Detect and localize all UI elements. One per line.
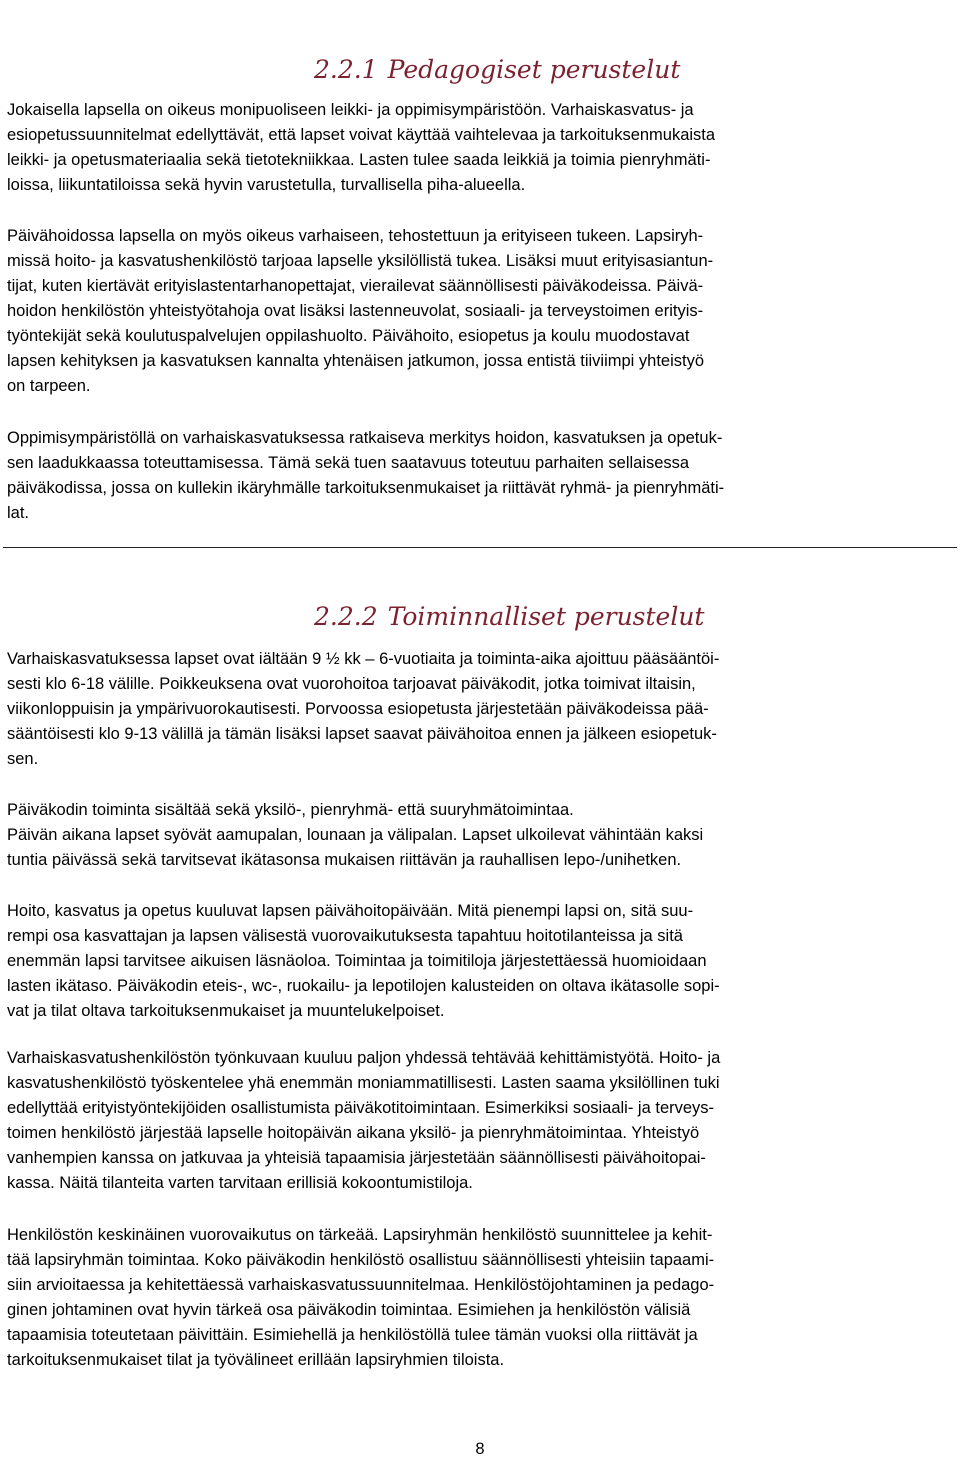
section-heading-pedagogiset bbox=[314, 55, 680, 85]
paragraph: Jokaisella lapsella on oikeus monipuoliseen leikki- ja oppimisympäristöön. Varhaiskasvatus- ja esiopetussuunnitelmat edellyttävät, että lapset voivat käyttää vaihtelevaa ja tarkoituksenmukaista leikki- ja opetusmateriaalia sekä tietotekniikkaa. Lasten tulee saada leikkiä ja toimia pienryhmäti- loissa, liikuntatiloissa sekä hyvin varustetulla, turvallisella piha-alueella. bbox=[7, 101, 716, 194]
paragraph: Varhaiskasvatushenkilöstön työnkuvaan kuuluu paljon yhdessä tehtävää kehittämistyötä. Hoito- ja kasvatushenkilöstö työskentelee yhä enemmän moniammatillisesti. Lasten saama yksilöllinen tuki edellyttää erityistyöntekijöiden osallistumista päiväkotitoimintaan. Esimerkiksi sosiaali- ja terveys- toimen henkilöstö järjestää lapselle hoitopäivän aikana yksilö- ja pienryhmätoimintaa. Yhteistyö vanhempien kanssa on jatkuvaa ja yhteisiä tapaamisia järjestetään säännöllisesti päivähoitopai- kassa. Näitä tilanteita varten tarvitaan erillisiä kokoontumistiloja. bbox=[7, 1049, 721, 1192]
paragraph: Varhaiskasvatuksessa lapset ovat iältään 9 ½ kk – 6-vuotiaita ja toiminta-aika ajoittuu pääsääntöi- sesti klo 6-18 välille. Poikkeuksena ovat vuorohoitoa tarjoavat päiväkodit, jotka toimivat iltaisin, viikonloppuisin ja ympärivuorokautisesti. Porvoossa esiopetusta järjestetään päiväkodeissa pää- sääntöisesti klo 9-13 välillä ja tämän lisäksi lapset saavat päivähoitoa ennen ja jälkeen esiopetuk- sen. bbox=[7, 650, 720, 768]
paragraph: Henkilöstön keskinäinen vuorovaikutus on tärkeää. Lapsiryhmän henkilöstö suunnittelee ja kehit- tää lapsiryhmän toimintaa. Koko päiväkodin henkilöstö osallistuu säännöllisesti yhteisiin tapaami- siin arvioitaessa ja kehitettäessä varhaiskasvatussuunnitelmaa. Henkilöstöjohtaminen ja pedago- ginen johtaminen ovat hyvin tärkeä osa päiväkodin toimintaa. Esimiehen ja henkilöstön välisiä tapaamisia toteutetaan päivittäin. Esimiehellä ja henkilöstöllä tulee tämän vuoksi olla riittävät ja tarkoituksenmukaiset tilat ja työvälineet erillään lapsiryhmien tiloista. bbox=[7, 1226, 715, 1369]
page-number: 8 bbox=[475, 1440, 485, 1458]
section-number: 2.2.1 bbox=[314, 55, 378, 84]
paragraph: Oppimisympäristöllä on varhaiskasvatuksessa ratkaiseva merkitys hoidon, kasvatuksen ja opetuk- sen laadukkaassa toteuttamisessa. Tämä sekä tuen saatavuus toteutuu parhaiten sellaisessa päiväkodissa, jossa on kullekin ikäryhmälle tarkoituksenmukaiset ja riittävät ryhmä- ja pienryhmäti- lat. bbox=[7, 429, 725, 522]
paragraph: Hoito, kasvatus ja opetus kuuluvat lapsen päivähoitopäivään. Mitä pienempi lapsi on, sitä suu- rempi osa kasvattajan ja lapsen välisestä vuorovaikutuksesta tapahtuu hoitotilanteissa ja sitä enemmän lapsi tarvitsee aikuisen läsnäoloa. Toimintaa ja toimitiloja järjestettäessä huomioidaan lasten ikätaso. Päiväkodin eteis-, wc-, ruokailu- ja lepotilojen kalusteiden on oltava ikätasolle sopi- vat ja tilat oltava tarkoituksenmukaiset ja muuntelukelpoiset. bbox=[7, 902, 720, 1020]
paragraph: Päiväkodin toiminta sisältää sekä yksilö-, pienryhmä- että suuryhmätoimintaa. Päivän aikana lapset syövät aamupalan, lounaan ja välipalan. Lapset ulkoilevat vähintään kaksi tuntia päivässä sekä tarvitsevat ikätasonsa mukaisen riittävän ja rauhallisen lepo-/unihetken. bbox=[7, 801, 704, 869]
section-number: 2.2.2 bbox=[314, 602, 378, 631]
paragraph: Päivähoidossa lapsella on myös oikeus varhaiseen, tehostettuun ja erityiseen tukeen. Lapsiryh- missä hoito- ja kasvatushenkilöstö tarjoaa lapselle yksilöllistä tukea. Lisäksi muut erityisasiantun- tijat, kuten kiertävät erityislastentarhanopettajat, vierailevat säännöllisesti päiväkodeissa. Päivä- hoidon henkilöstön yhteistyötahoja ovat lisäksi lastenneuvolat, sosiaali- ja terveystoimen erityis- työntekijät sekä koulutuspalvelujen oppilashuolto. Päivähoito, esiopetus ja koulu muodostavat lapsen kehityksen ja kasvatuksen kannalta yhtenäisen jatkumon, jossa entistä tiiviimpi yhteistyö on tarpeen. bbox=[7, 227, 714, 395]
section-title: Toiminnalliset perustelut bbox=[387, 602, 705, 631]
section-title: Pedagogiset perustelut bbox=[387, 55, 681, 84]
section-divider bbox=[3, 547, 957, 548]
section-heading-toiminnalliset bbox=[314, 602, 704, 632]
